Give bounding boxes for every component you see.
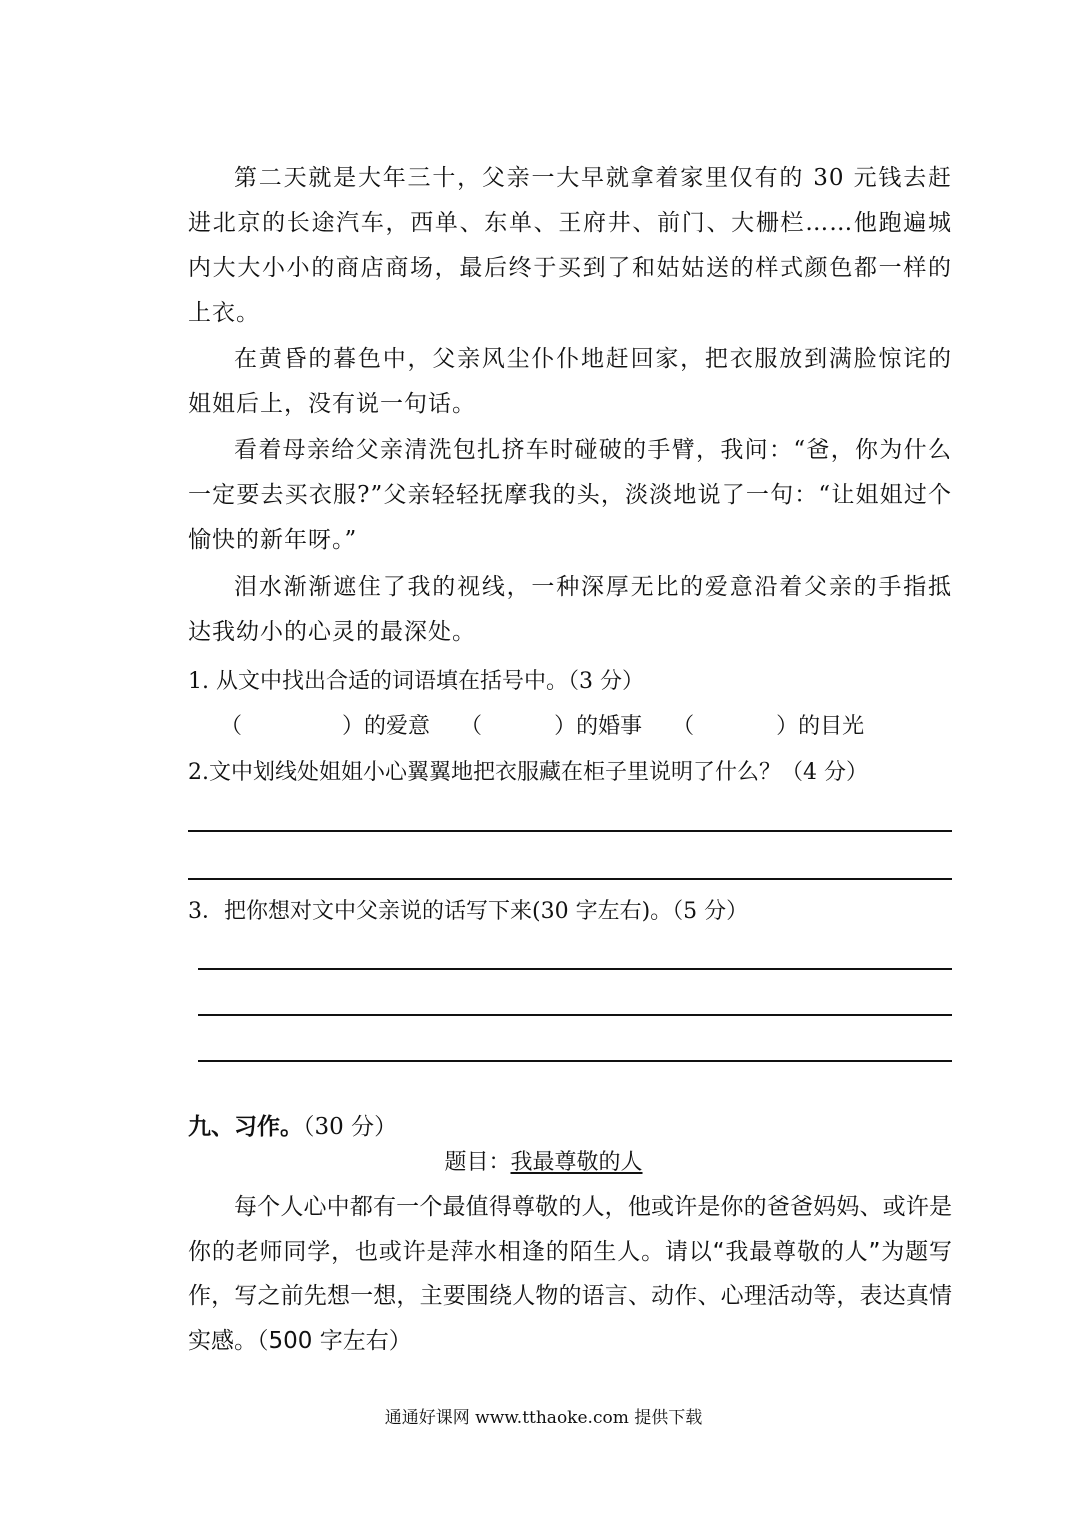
- writing-instructions: 每个人心中都有一个最值得尊敬的人，他或许是你的爸爸妈妈、或许是你的老师同学，也或许是萍水相逢的陌生人。请以“我最尊敬的人”为题写作，写之前先想一想，主要围绕人物的语言、动作、心理活动等，表达真情实感。（500 字左右）: [188, 1194, 952, 1354]
- blank-close-paren: ）: [342, 714, 365, 739]
- blank-2-suffix: 的婚事: [576, 714, 643, 739]
- question-3: 3．把你想对文中父亲说的话写下来(30 字左右)。（5 分）: [188, 899, 749, 924]
- passage-paragraph-2: 在黄昏的暮色中，父亲风尘仆仆地赶回家，把衣服放到满脸惊诧的姐姐后上，没有说一句话。: [188, 346, 952, 417]
- passage-paragraph-1: 第二天就是大年三十，父亲一大早就拿着家里仅有的 30 元钱去赶进北京的长途汽车，西单、东单、王府井、前门、大栅栏……他跑遍城内大大小小的商店商场，最后终于买到了和姑姑送的样式颜色都一样的上衣。: [188, 165, 952, 326]
- blank-open-paren: （: [220, 714, 243, 739]
- passage-paragraph-4: 泪水渐渐遮住了我的视线，一种深厚无比的爱意沿着父亲的手指抵达我幼小的心灵的最深处。: [188, 574, 952, 645]
- question-1: 1. 从文中找出合适的词语填在括号中。（3 分）: [188, 669, 644, 694]
- answer-line-q3-1[interactable]: [198, 968, 952, 970]
- section-score: （30 分）: [303, 1114, 398, 1140]
- question-1-blanks: [220, 712, 894, 742]
- blank-open-paren: （: [672, 714, 695, 739]
- answer-line-q3-3[interactable]: [198, 1060, 952, 1062]
- blank-2: [460, 712, 642, 742]
- section-label: 九、习作。: [188, 1114, 303, 1140]
- answer-line-q2-2[interactable]: [188, 878, 952, 880]
- passage-paragraph-3: 看着母亲给父亲清洗包扎挤车时碰破的手臂，我问：“爸，你为什么一定要去买衣服?”父亲轻轻抚摩我的头，淡淡地说了一句：“让姐姐过个愉快的新年呀。”: [188, 437, 952, 553]
- blank-close-paren: ）: [554, 714, 577, 739]
- answer-line-q2-1[interactable]: [188, 830, 952, 832]
- writing-topic: [0, 1147, 1087, 1179]
- question-2: 2.文中划线处姐姐小心翼翼地把衣服藏在柜子里说明了什么？（4 分）: [188, 760, 868, 785]
- blank-1-suffix: 的爱意: [364, 714, 431, 739]
- topic-prefix: 题目：: [444, 1150, 511, 1175]
- section-heading-writing: [188, 1111, 397, 1143]
- answer-line-q3-2[interactable]: [198, 1014, 952, 1016]
- page-footer: 通通好课网 www.tthaoke.com 提供下载: [384, 1408, 703, 1428]
- blank-3-suffix: 的目光: [798, 714, 865, 739]
- blank-open-paren: （: [460, 714, 483, 739]
- blank-1: [220, 712, 430, 742]
- blank-3: [672, 712, 864, 742]
- blank-close-paren: ）: [776, 714, 799, 739]
- topic-title: 我最尊敬的人: [510, 1150, 643, 1175]
